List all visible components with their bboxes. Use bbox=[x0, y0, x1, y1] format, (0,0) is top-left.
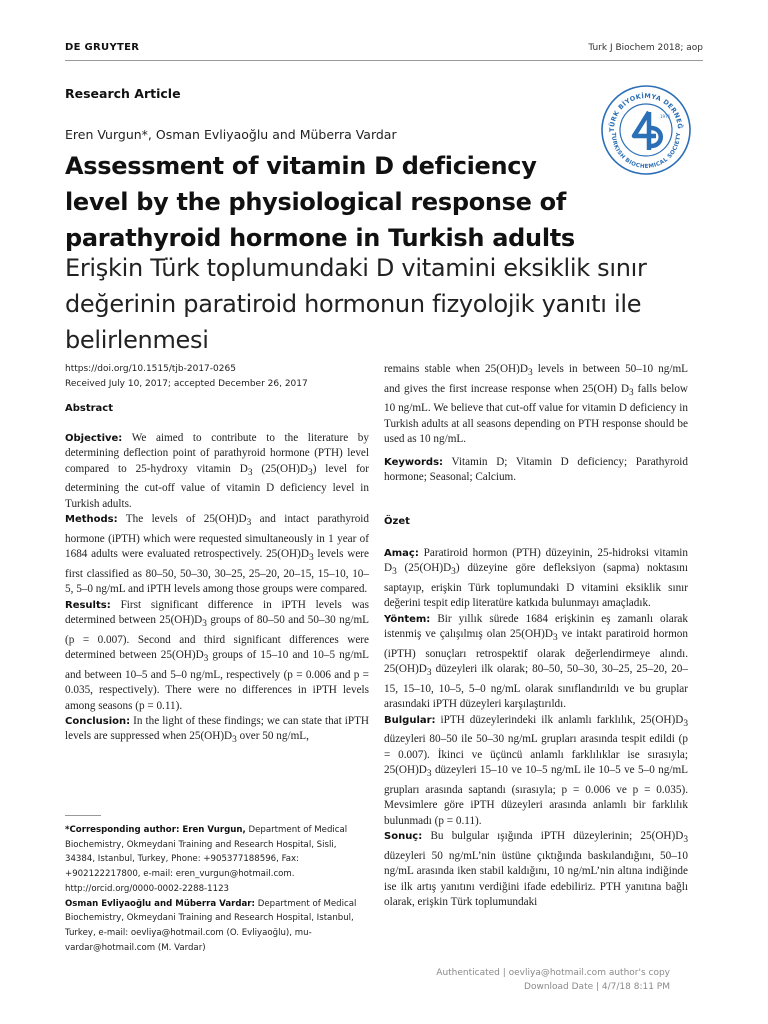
ozet-yontem: Yöntem: Bir yıllık sürede 1684 erişkinin eş zamanlı olarak istenmiş ve çalışılmış olan $25(OH)D_3$ ve intakt paratiroid hormon (iPTH) sonuçları retrospektif olarak değerlendirmeye alındı. $25(OH)D_3$ düzeyleri ilk olarak; 80–50, 50–30, 30–25, 25–20, 20–15, 15–10, 10–5, 5–0 ng/mL olarak sınıflandırıldı ve bu gruplar arasındaki iPTH düzeyleri karşılaştırıldı. bbox=[384, 612, 688, 711]
bulgular-label: Bulgular: bbox=[384, 714, 436, 726]
authenticated-stamp: Authenticated | oevliya@hotmail.com author's copy bbox=[436, 968, 670, 978]
abstract-objective: Objective: We aimed to contribute to the literature by determining deflection point of parathyroid hormone (PTH) level compared to 25-hydroxy vitamin $D_3$ $(25(OH)D_3)$ level for determining the cut-off value of vitamin D deficiency level in Turkish adults. bbox=[65, 432, 369, 510]
abstract-conclusion-continued: remains stable when $25(OH)D_3$ levels in between 50–10 ng/mL and gives the first increase response when 25(OH) $D_3$ falls below 10 ng/mL. We believe that cut-off value for vitamin D deficiency in Turkish adults at all seasons depending on PTH response should be used as 10 ng/mL. bbox=[384, 363, 688, 446]
svg-text:TÜRK BİYOKİMYA DERNEĞİ: TÜRK BİYOKİMYA DERNEĞ bbox=[607, 91, 685, 133]
sonuc-label: Sonuç: bbox=[384, 831, 423, 843]
ozet-body bbox=[384, 546, 688, 910]
ozet-sonuc: Sonuç: Bu bulgular ışığında iPTH düzeylerinin; $25(OH)D_3$ düzeyleri 50 ng/mL’nin üstüne çıktığında baskılandığını, 50–10 ng/mL arasında iken stabil kaldığını, 10 ng/mL’nin altına indiğinde ise ilk artış yanıtını verdiğini ifade edebiliriz. PTH yanıtına bağlı olarak, erişkin Türk toplumundaki bbox=[384, 830, 688, 908]
abstract-conclusion: Conclusion: In the light of these findings; we can state that iPTH levels are suppressed when $25(OH)D_3$ over 50 ng/mL, bbox=[65, 715, 369, 746]
abstract-methods: Methods: The levels of $25(OH)D_3$ and intact parathyroid hormone (iPTH) which were requested simultaneously in 1 year of 1684 adults were evaluated retrospectively. $25(OH)D_3$ levels were first classified as 80–50, 50–30, 30–25, 25–20, 20–15, 15–10, 10–5, 5–0 ng/mL and iPTH levels among those groups were compared. bbox=[65, 513, 369, 596]
download-date-stamp: Download Date | 4/7/18 8:11 PM bbox=[524, 982, 670, 992]
publisher-name: DE GRUYTER bbox=[65, 42, 140, 53]
methods-label: Methods: bbox=[65, 514, 118, 526]
corresponding-author-note: *Corresponding author: Eren Vurgun, Department of Medical Biochemistry, Okmeydani Training and Research Hospital, Sisli, 34384, Istanbul, Turkey, Phone: +905377188596, Fax: +902122217800, e-mail: eren_vurgun@hotmail.com. http://orcid.org/0000-0002-2288-1123 bbox=[65, 825, 348, 894]
amac-label: Amaç: bbox=[384, 548, 419, 559]
header-divider bbox=[65, 60, 703, 61]
article-title-turkish: Erişkin Türk toplumundaki D vitamini eksiklik sınır değerinin paratiroid hormonun fizyolojik yanıtı ile belirlenmesi bbox=[65, 254, 647, 354]
ozet-bulgular: Bulgular: iPTH düzeylerindeki ilk anlamlı farklılık, $25(OH)D_3$ düzeyleri 80–50 ile 50–30 ng/mL grupları arasında tespit edildi (p = 0.007). İkinci ve üçüncü anlamlı farklılıklar ise sırasıyla; $25(OH)D_3$ düzeyleri 15–10 ve 10–5 ng/mL ile 10–5 ve 5–0 ng/mL grupları arasında saptandı (sırasıyla; p = 0.006 ve p = 0.035). Mevsimlere göre iPTH düzeyleri arasında anlamlı bir farklılık bulunmadı (p = 0.11). bbox=[384, 713, 688, 827]
svg-text:TURKISH BIOCHEMICAL SOCIETY: TURKISH BIOCHEMICAL SOCIETY bbox=[609, 132, 683, 171]
author-list: Eren Vurgun*, Osman Evliyaoğlu and Müberra Vardar bbox=[65, 127, 397, 142]
author-footnote bbox=[65, 823, 365, 955]
article-title-english: Assessment of vitamin D deficiency level by the physiological response of parathyroid hormone in Turkish adults bbox=[65, 152, 575, 252]
yontem-label: Yöntem: bbox=[384, 613, 431, 625]
keywords: Keywords: Vitamin D; Vitamin D deficiency; Parathyroid hormone; Seasonal; Calcium. bbox=[384, 456, 688, 484]
abstract-results: Results: First significant difference in iPTH levels was determined between $25(OH)D_3$ groups of 80–50 and 50–30 ng/mL (p = 0.007). Second and third significant differences were determined between $25(OH)D_3$ groups of 15–10 and 10–5 ng/mL and between 10–5 and 5–0 ng/mL, respectively (p = 0.006 and p = 0.035, respectively). There were no differences in iPTH levels among seasons (p = 0.11). bbox=[65, 598, 369, 712]
keywords-label: Keywords: bbox=[384, 457, 444, 468]
svg-text:1976: 1976 bbox=[660, 114, 671, 119]
society-seal-logo bbox=[600, 84, 692, 176]
abstract-body bbox=[65, 431, 369, 749]
footnote-divider bbox=[65, 815, 101, 816]
ozet-heading: Özet bbox=[384, 516, 410, 527]
article-type: Research Article bbox=[65, 86, 181, 101]
doi-link[interactable]: https://doi.org/10.1515/tjb-2017-0265 bbox=[65, 364, 236, 374]
objective-label: Objective: bbox=[65, 433, 123, 444]
received-dates: Received July 10, 2017; accepted December 26, 2017 bbox=[65, 379, 308, 389]
journal-reference: Turk J Biochem 2018; aop bbox=[588, 43, 703, 53]
abstract-heading: Abstract bbox=[65, 403, 114, 414]
conclusion-label: Conclusion: bbox=[65, 716, 131, 728]
ozet-amac: Amaç: Paratiroid hormon (PTH) düzeyinin, 25-hidroksi vitamin $D_3$ $(25(OH)D_3)$ düzeyine göre defleksiyon (sapma) noktasını saptayıp, erişkin Türk toplumundaki D vitamini eksiklik sınır değerini tespit edip literatüre katkıda bulunmayı amaçladık. bbox=[384, 547, 688, 610]
coauthors-note: Osman Evliyaoğlu and Müberra Vardar: Department of Medical Biochemistry, Okmeydani Training and Research Hospital, Istanbul, Turkey, e-mail: oevliya@hotmail.com (O. Evliyaoğlu), mu-vardar@hotmail.com (M. Vardar) bbox=[65, 898, 357, 953]
results-label: Results: bbox=[65, 599, 111, 611]
